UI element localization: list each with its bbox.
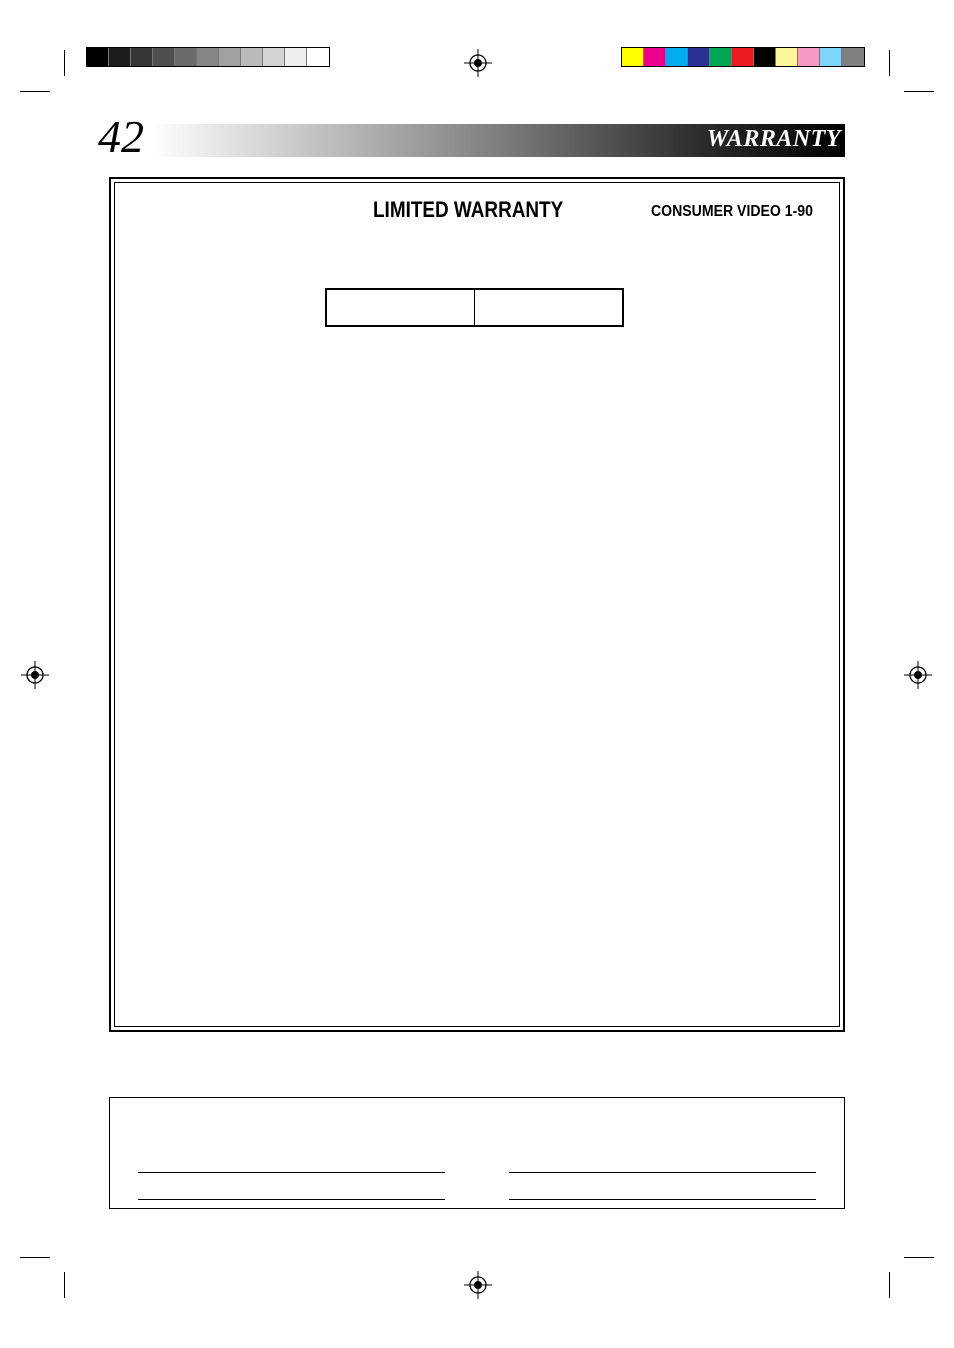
color-swatch <box>754 48 776 66</box>
crop-mark <box>889 50 890 76</box>
color-swatch <box>732 48 754 66</box>
warranty-table <box>325 288 624 327</box>
color-swatch <box>820 48 842 66</box>
crop-mark <box>904 91 934 92</box>
warranty-frame <box>109 177 845 1032</box>
color-swatch <box>131 48 153 66</box>
color-swatch <box>109 48 131 66</box>
crop-mark <box>20 91 50 92</box>
color-calibration-bar <box>621 47 865 67</box>
color-swatch <box>776 48 798 66</box>
record-box <box>109 1097 845 1209</box>
crop-mark <box>904 1257 934 1258</box>
page-number: 42 <box>98 111 144 162</box>
color-swatch <box>153 48 175 66</box>
color-swatch <box>644 48 666 66</box>
warranty-code: CONSUMER VIDEO 1-90 <box>651 203 813 220</box>
grayscale-calibration-bar <box>86 47 330 67</box>
registration-target-icon <box>463 1270 493 1300</box>
color-swatch <box>798 48 820 66</box>
registration-target-icon <box>463 48 493 78</box>
crop-mark <box>20 1257 50 1258</box>
color-swatch <box>175 48 197 66</box>
registration-target-icon <box>903 660 933 690</box>
color-swatch <box>842 48 864 66</box>
color-swatch <box>622 48 644 66</box>
color-swatch <box>219 48 241 66</box>
registration-target-icon <box>20 660 50 690</box>
color-swatch <box>197 48 219 66</box>
crop-mark <box>64 1272 65 1298</box>
color-swatch <box>688 48 710 66</box>
color-swatch <box>307 48 329 66</box>
color-swatch <box>285 48 307 66</box>
color-swatch <box>666 48 688 66</box>
write-in-line[interactable] <box>509 1199 816 1200</box>
write-in-line[interactable] <box>138 1172 445 1173</box>
section-title: WARRANTY <box>706 126 841 152</box>
warranty-heading: LIMITED WARRANTY <box>373 197 564 222</box>
color-swatch <box>87 48 109 66</box>
write-in-line[interactable] <box>138 1199 445 1200</box>
section-header-band <box>150 124 845 157</box>
crop-mark <box>889 1272 890 1298</box>
crop-mark <box>64 50 65 76</box>
color-swatch <box>710 48 732 66</box>
warranty-table-cell <box>475 290 622 325</box>
warranty-table-cell <box>327 290 475 325</box>
write-in-line[interactable] <box>509 1172 816 1173</box>
color-swatch <box>263 48 285 66</box>
color-swatch <box>241 48 263 66</box>
